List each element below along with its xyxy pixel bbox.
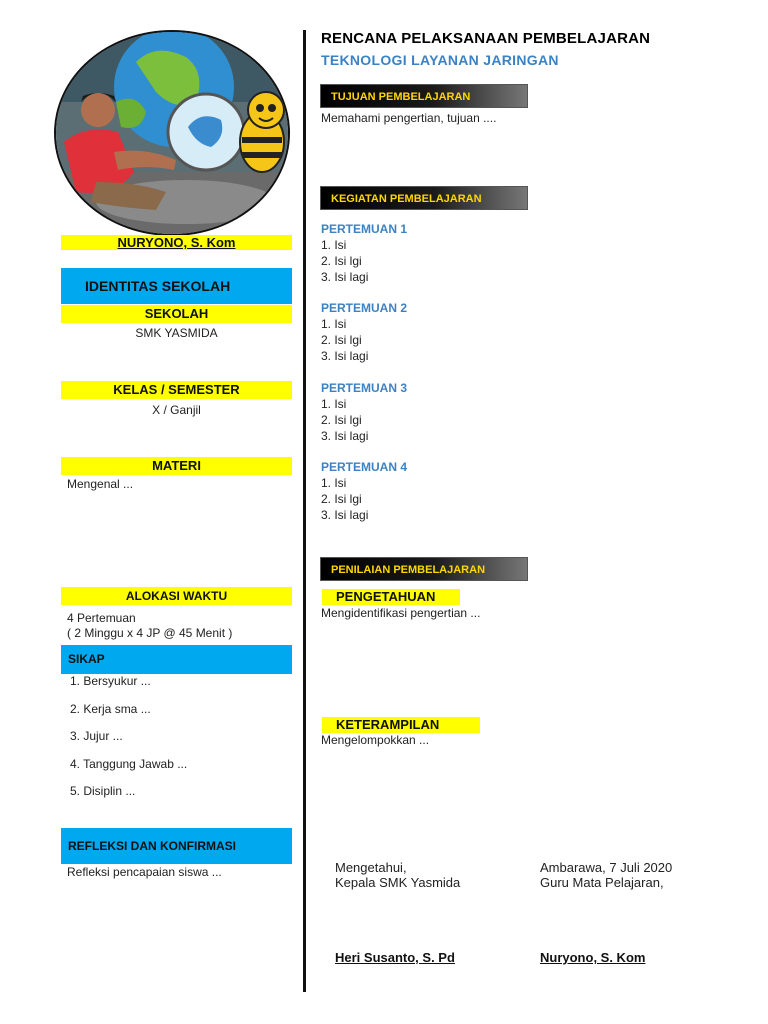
list-item: 3. Isi lagi: [321, 270, 369, 284]
materi-label: MATERI: [61, 457, 292, 475]
list-item: 2. Isi lgi: [321, 413, 362, 427]
penilaian-header: PENILAIAN PEMBELAJARAN: [320, 557, 528, 581]
pertemuan-title: PERTEMUAN 1: [321, 222, 408, 236]
signature-right-block: [540, 860, 672, 890]
list-item: 2. Kerja sma ...: [70, 701, 151, 716]
kegiatan-header: KEGIATAN PEMBELAJARAN: [320, 186, 528, 210]
tujuan-header: TUJUAN PEMBELAJARAN: [320, 84, 528, 108]
teacher-name-text: NURYONO, S. Kom: [117, 235, 236, 250]
list-item: 1. Isi: [321, 476, 347, 490]
sikap-list: [70, 674, 187, 812]
signature-right-line1: Ambarawa, 7 Juli 2020: [540, 860, 673, 875]
list-item: 3. Isi lagi: [321, 508, 369, 522]
list-item: 1. Isi: [321, 238, 347, 252]
pertemuan-title: PERTEMUAN 4: [321, 460, 408, 474]
pertemuan-4: [321, 460, 407, 524]
page-title: RENCANA PELAKSANAAN PEMBELAJARAN: [321, 30, 651, 47]
refleksi-value: Refleksi pencapaian siswa ...: [67, 865, 222, 879]
alokasi-label: ALOKASI WAKTU: [61, 587, 292, 605]
signature-left-line2: Kepala SMK Yasmida: [335, 875, 461, 890]
pertemuan-title: PERTEMUAN 3: [321, 381, 408, 395]
keterampilan-text: Mengelompokkan ...: [321, 733, 430, 747]
teacher-photo: [54, 30, 290, 236]
school-value: SMK YASMIDA: [135, 326, 218, 340]
materi-value: Mengenal ...: [67, 477, 134, 491]
list-item: 1. Bersyukur ...: [70, 674, 151, 688]
pengetahuan-label: PENGETAHUAN: [322, 589, 460, 605]
alokasi-line1: 4 Pertemuan: [67, 611, 136, 625]
class-value: X / Ganjil: [152, 403, 201, 417]
alokasi-line2: ( 2 Minggu x 4 JP @ 45 Menit ): [67, 626, 233, 640]
list-item: 3. Jujur ...: [70, 729, 123, 743]
refleksi-header: REFLEKSI DAN KONFIRMASI: [61, 828, 292, 864]
class-label: KELAS / SEMESTER: [61, 381, 292, 399]
signature-right-name: Nuryono, S. Kom: [540, 950, 646, 965]
tujuan-text: Memahami pengertian, tujuan ....: [321, 111, 497, 125]
list-item: 4. Tanggung Jawab ...: [70, 756, 188, 771]
pertemuan-1: [321, 222, 407, 286]
list-item: 3. Isi lagi: [321, 349, 369, 363]
list-item: 3. Isi lagi: [321, 429, 369, 443]
signature-left-name: Heri Susanto, S. Pd: [335, 950, 455, 965]
list-item: 5. Disiplin ...: [70, 784, 136, 798]
list-item: 2. Isi lgi: [321, 254, 362, 268]
sikap-header: SIKAP: [61, 645, 292, 674]
page-subtitle: TEKNOLOGI LAYANAN JARINGAN: [321, 52, 559, 68]
teacher-name: [61, 235, 292, 250]
pertemuan-2: [321, 301, 407, 365]
column-divider: [303, 30, 306, 992]
list-item: 1. Isi: [321, 317, 347, 331]
signature-left-block: [335, 860, 460, 890]
signature-left-line1: Mengetahui,: [335, 860, 407, 875]
pertemuan-3: [321, 381, 407, 445]
keterampilan-label: KETERAMPILAN: [322, 717, 480, 733]
list-item: 2. Isi lgi: [321, 333, 362, 347]
list-item: 1. Isi: [321, 397, 347, 411]
pengetahuan-text: Mengidentifikasi pengertian ...: [321, 606, 481, 620]
school-label: SEKOLAH: [61, 305, 292, 323]
pertemuan-title: PERTEMUAN 2: [321, 301, 408, 315]
signature-right-line2: Guru Mata Pelajaran,: [540, 875, 664, 890]
identity-header: IDENTITAS SEKOLAH: [61, 268, 292, 304]
list-item: 2. Isi lgi: [321, 492, 362, 506]
